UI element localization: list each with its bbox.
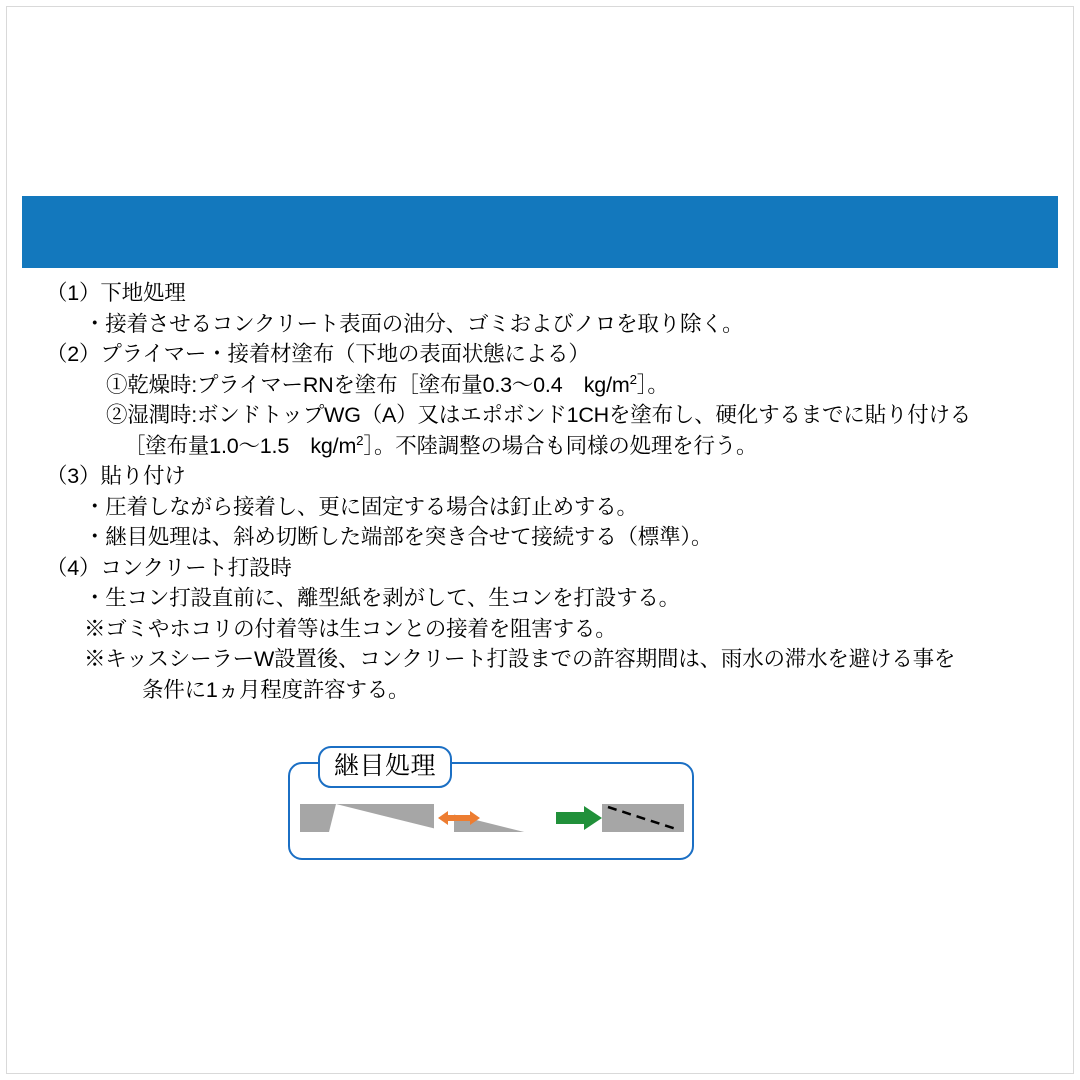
list-item: （4）コンクリート打設時 xyxy=(46,555,292,580)
list-item: ・圧着しながら接着し、更に固定する場合は釘止めする。 xyxy=(84,494,638,519)
diagonal-cut-shape xyxy=(321,804,434,832)
figure-title: 継目処理 xyxy=(318,746,452,788)
list-item: ・生コン打設直前に、離型紙を剥がして、生コンを打設する。 xyxy=(84,586,680,610)
sheet-left-cut xyxy=(300,804,434,832)
list-item: ［塗布量1.0～1.5 $kg/m^2]$。不陸調整の場合も同様の処理を行う。 xyxy=(124,432,758,458)
list-item: ②湿潤時:ボンドトップWG（A）又はエポボンド1CHを塗布し、硬化するまでに貼り付ける xyxy=(106,403,972,427)
list-item: ・継目処理は、斜め切断した端部を突き合せて接続する（標準）。 xyxy=(84,525,713,549)
list-item: ①乾燥時:プライマーRNを塗布［塗布量0.3～0.4 $kg/m^2]$。 xyxy=(106,371,669,397)
header-bar xyxy=(22,196,1058,268)
list-item: ※キッスシーラーW設置後、コンクリート打設までの許容期間は、雨水の滞水を避ける事を xyxy=(84,647,956,671)
list-item: （2）プライマー・接着材塗布（下地の表面状態による） xyxy=(46,342,590,366)
seam-treatment-figure xyxy=(288,748,696,862)
double-arrow-icon xyxy=(438,810,480,826)
list-item: 条件に1ヵ月程度許容する。 xyxy=(142,677,410,702)
figure-diagram xyxy=(300,794,684,840)
list-item: （1）下地処理 xyxy=(46,281,186,305)
list-item: ・接着させるコンクリート表面の油分、ゴミおよびノロを取り除く。 xyxy=(84,311,744,336)
instruction-list xyxy=(46,278,1056,705)
list-item: ※ゴミやホコリの付着等は生コンとの接着を阻害する。 xyxy=(84,616,617,641)
right-arrow-icon xyxy=(556,806,602,830)
list-item: （3）貼り付け xyxy=(46,464,186,488)
dashed-seam-icon xyxy=(602,804,684,832)
